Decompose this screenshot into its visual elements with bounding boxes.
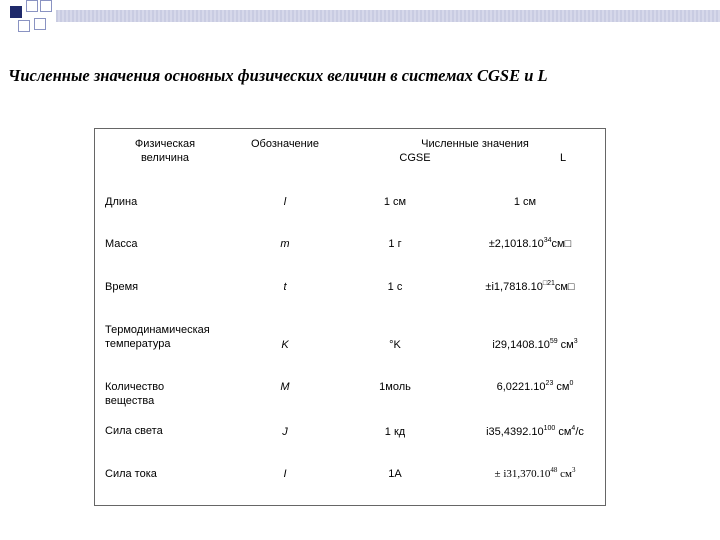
row-name: Длина	[105, 196, 138, 208]
row-name: Количество вещества	[105, 381, 165, 407]
row-cgse: °K	[389, 339, 401, 351]
row-l-value: i29,1408.10$^{59}$ $см^3$	[492, 338, 578, 351]
row-cgse: 1 г	[388, 238, 402, 250]
header-bar	[56, 10, 720, 22]
row-symbol: K	[281, 339, 289, 351]
row-name: Сила света	[105, 425, 163, 437]
header-values: Численные значения	[421, 138, 529, 150]
row-l-value: ± $i31,370.10^{48}$ $см^3$	[494, 466, 576, 480]
corner-square-1	[10, 6, 22, 18]
row-l-value: i35,4392.10$^{100}$ $см^4/c$	[486, 425, 584, 438]
row-name: Масса	[105, 238, 138, 250]
row-symbol: J	[282, 426, 288, 438]
row-l-value: 1 см	[513, 196, 537, 208]
row-cgse: 1A	[388, 468, 402, 480]
row-l-value: 6,0221.10$^{23}$ $см^0$	[496, 380, 574, 393]
corner-square-5	[34, 18, 46, 30]
row-name: Термодинамическая температура	[105, 324, 210, 350]
row-cgse: 1моль	[379, 381, 411, 393]
header-symbol: Обозначение	[250, 138, 320, 150]
row-symbol: M	[280, 381, 290, 393]
corner-square-3	[40, 0, 52, 12]
row-symbol: l	[283, 196, 287, 208]
row-name: Время	[105, 281, 139, 293]
row-cgse: 1 см	[383, 196, 407, 208]
row-symbol: t	[283, 281, 287, 293]
row-symbol: I	[283, 468, 287, 480]
corner-square-2	[26, 0, 38, 12]
header-quantity: Физическая величина	[134, 138, 196, 164]
slide-title: Численные значения основных физических величин в системах CGSE и L	[8, 66, 548, 85]
row-symbol: m	[280, 238, 290, 250]
row-l-value: $\pm i1,7818.10^{□21}см□$	[485, 280, 575, 293]
row-l-value: $\pm 2,1018.10^{34}см□$	[488, 237, 572, 250]
header-cgse: CGSE	[399, 152, 431, 164]
row-cgse: 1 с	[387, 281, 403, 293]
row-cgse: 1 кд	[384, 426, 406, 438]
header-l: L	[560, 152, 567, 164]
row-name: Сила тока	[105, 468, 157, 480]
corner-square-4	[18, 20, 30, 32]
values-table	[94, 128, 606, 506]
